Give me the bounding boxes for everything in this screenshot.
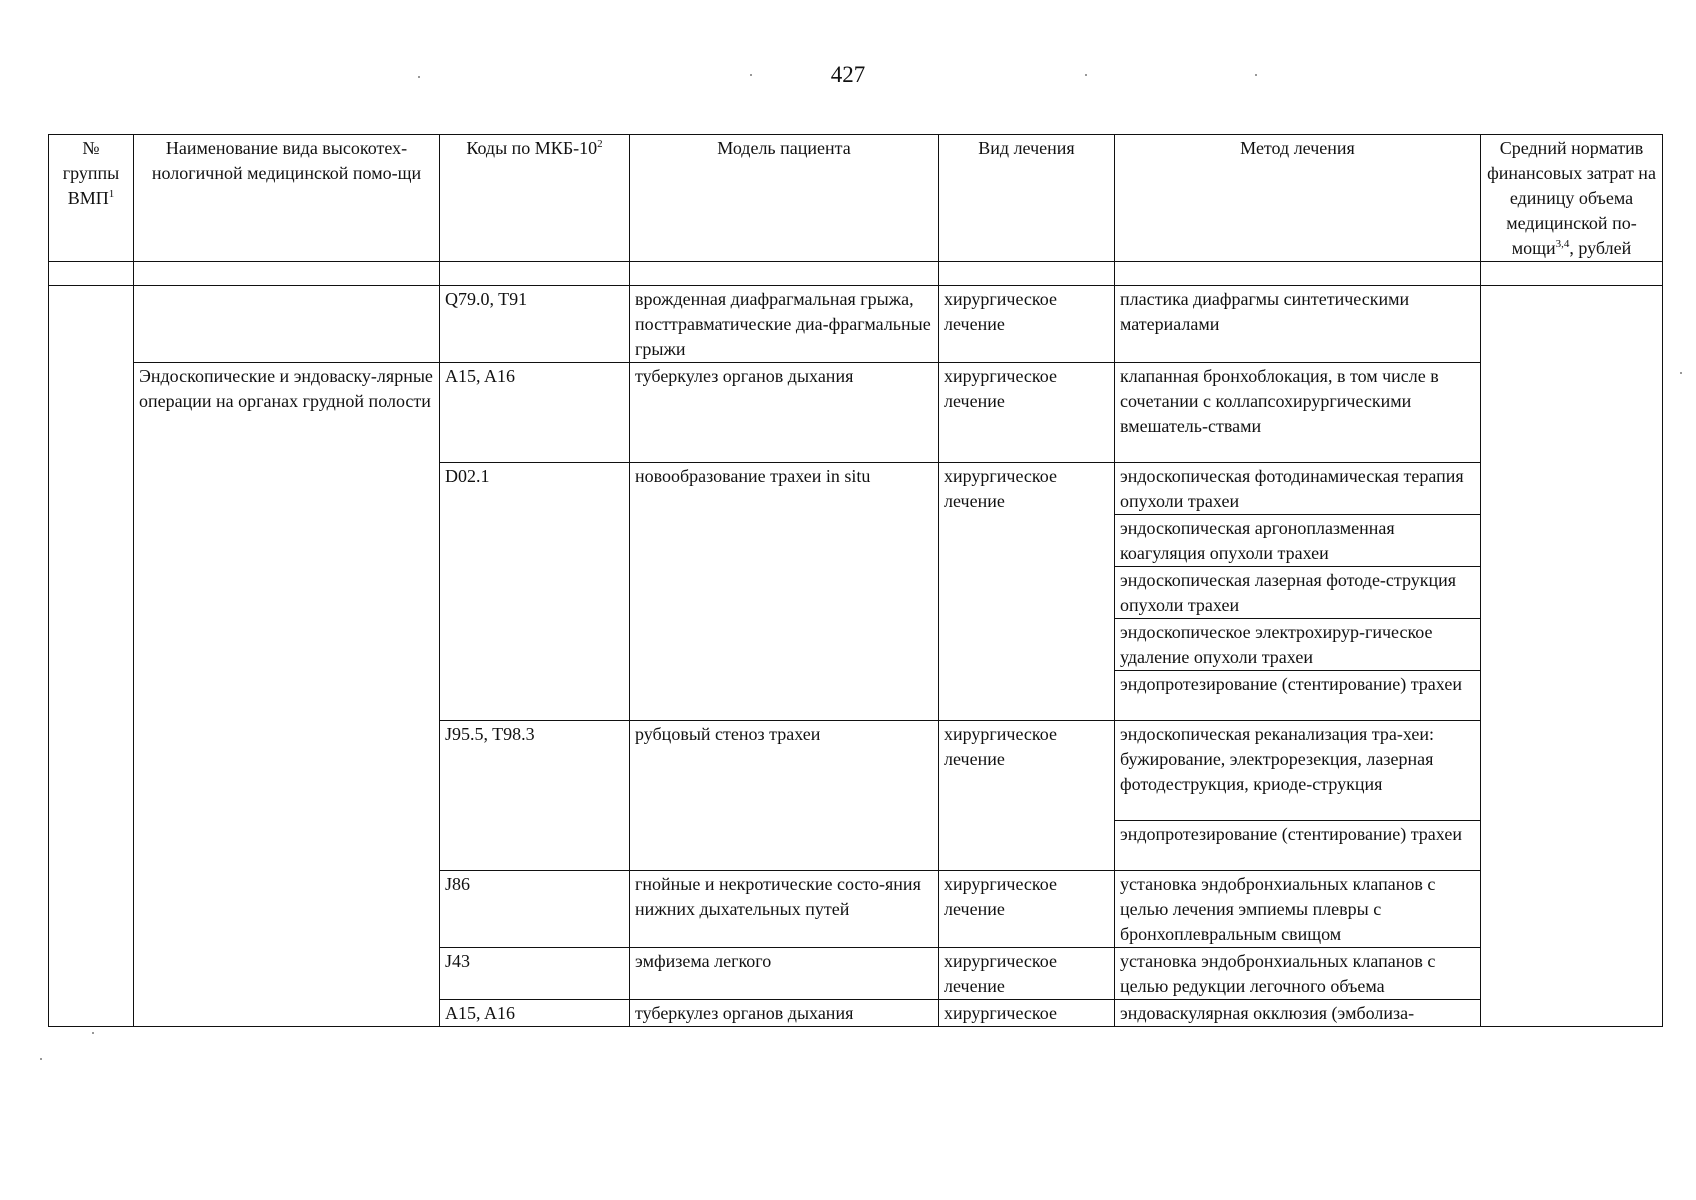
treatment-cell: хирургическое лечение <box>939 948 1115 1000</box>
codes-cell: J43 <box>440 948 630 1000</box>
method-cell: пластика диафрагмы синтетическими материалами <box>1115 286 1481 363</box>
table-row <box>49 363 1663 463</box>
method-cell: клапанная бронхоблокация, в том числе в сочетании с коллапсохирургическими вмешатель-ствами <box>1115 363 1481 463</box>
method-cell: установка эндобронхиальных клапанов с целью лечения эмпиемы плевры с бронхоплевральным свищом <box>1115 871 1481 948</box>
treatment-cell: хирургическое <box>939 1000 1115 1027</box>
method-cell: эндоскопическое электрохирур-гическое удаление опухоли трахеи <box>1115 619 1481 671</box>
scan-speck <box>1680 372 1682 374</box>
model-cell: рубцовый стеноз трахеи <box>630 721 939 871</box>
model-cell: эмфизема легкого <box>630 948 939 1000</box>
cost-cell <box>1481 286 1663 1027</box>
treatment-cell: хирургическое лечение <box>939 871 1115 948</box>
codes-cell: A15, A16 <box>440 1000 630 1027</box>
method-cell: установка эндобронхиальных клапанов с целью редукции легочного объема <box>1115 948 1481 1000</box>
scan-speck <box>1255 74 1257 76</box>
model-cell: туберкулез органов дыхания <box>630 1000 939 1027</box>
table-row <box>49 286 1663 363</box>
method-cell: эндоскопическая реканализация тра-хеи: бужирование, электрорезекция, лазерная фотодеструкция, криоде-струкция <box>1115 721 1481 821</box>
method-cell: эндопротезирование (стентирование) трахеи <box>1115 671 1481 721</box>
treatment-cell: хирургическое лечение <box>939 286 1115 363</box>
header-group-number: № группы ВМП$^1$ <box>49 135 134 262</box>
method-cell: эндоскопическая фотодинамическая терапия опухоли трахеи <box>1115 463 1481 515</box>
codes-cell: J95.5, T98.3 <box>440 721 630 871</box>
treatment-cell: хирургическое лечение <box>939 463 1115 721</box>
treatment-cell: хирургическое лечение <box>939 721 1115 871</box>
group-number-cell <box>49 286 134 1027</box>
method-cell: эндоскопическая лазерная фотоде-струкция опухоли трахеи <box>1115 567 1481 619</box>
method-cell: эндоваскулярная окклюзия (эмболиза- <box>1115 1000 1481 1027</box>
scan-speck <box>418 76 420 78</box>
care-type-cell <box>134 286 440 363</box>
page-number: 427 <box>830 62 866 87</box>
header-care-type: Наименование вида высокотех-нологичной медицинской помо-щи <box>134 135 440 262</box>
header-treatment-method: Метод лечения <box>1115 135 1481 262</box>
vmp-table <box>48 134 1663 1027</box>
codes-cell: D02.1 <box>440 463 630 721</box>
scan-speck <box>750 74 752 76</box>
header-icd-codes: Коды по МКБ-$10^2$ <box>440 135 630 262</box>
codes-cell: J86 <box>440 871 630 948</box>
treatment-cell: хирургическое лечение <box>939 363 1115 463</box>
model-cell: врожденная диафрагмальная грыжа, посттравматические диа-фрагмальные грыжи <box>630 286 939 363</box>
header-treatment-type: Вид лечения <box>939 135 1115 262</box>
scan-speck <box>1085 74 1087 76</box>
model-cell: туберкулез органов дыхания <box>630 363 939 463</box>
model-cell: гнойные и некротические состо-яния нижних дыхательных путей <box>630 871 939 948</box>
header-cost-norm: Средний норматив финансовых затрат на единицу объема медицинской по-мощи$^{3,4}$, рублей <box>1481 135 1663 262</box>
codes-cell: A15, A16 <box>440 363 630 463</box>
method-cell: эндопротезирование (стентирование) трахеи <box>1115 821 1481 871</box>
codes-cell: Q79.0, T91 <box>440 286 630 363</box>
model-cell: новообразование трахеи in situ <box>630 463 939 721</box>
scan-speck <box>40 1058 42 1060</box>
scan-speck <box>92 1032 94 1034</box>
header-patient-model: Модель пациента <box>630 135 939 262</box>
group-name-cell: Эндоскопические и эндоваску-лярные операции на органах грудной полости <box>134 363 440 1027</box>
spacer-row <box>49 262 1663 286</box>
header-row <box>49 135 1663 262</box>
method-cell: эндоскопическая аргоноплазменная коагуляция опухоли трахеи <box>1115 515 1481 567</box>
